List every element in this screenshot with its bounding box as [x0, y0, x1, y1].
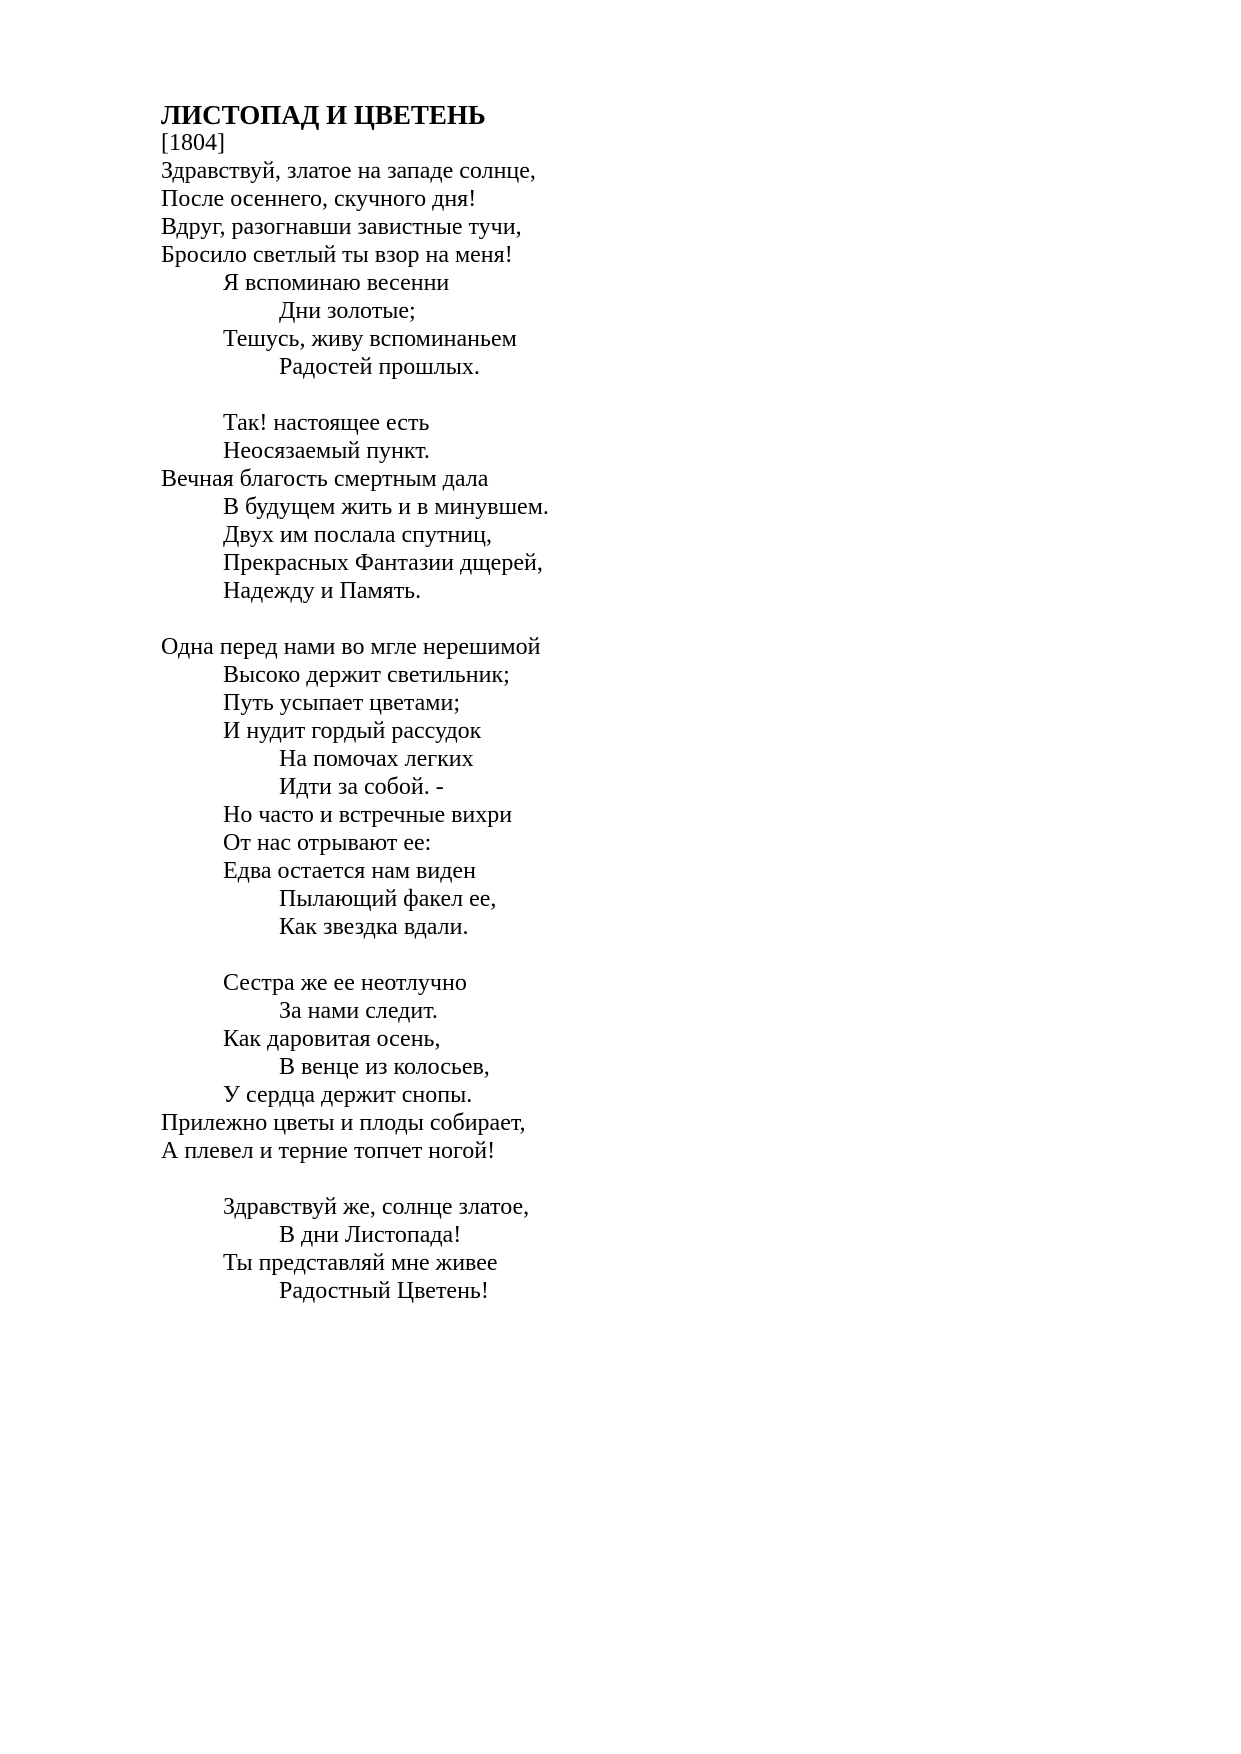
poem-line: Ты представляй мне живее: [223, 1250, 498, 1276]
stanza: [161, 969, 1101, 1165]
poem-line: В венце из колосьев,: [279, 1054, 490, 1080]
stanza: [161, 1193, 1101, 1305]
poem-line: Как даровитая осень,: [223, 1026, 441, 1052]
poem-line: В дни Листопада!: [279, 1222, 462, 1248]
poem-line: Радостный Цветень!: [279, 1278, 489, 1304]
poem-line: Вечная благость смертным дала: [161, 466, 489, 492]
poem-line: Как звездка вдали.: [279, 914, 469, 940]
poem-line: Пылающий факел ее,: [279, 886, 497, 912]
stanza: [161, 157, 1101, 381]
stanza: [161, 633, 1101, 941]
poem-line: Едва остается нам виден: [223, 858, 476, 884]
poem-line: На помочах легких: [279, 746, 474, 772]
poem-line: Вдруг, разогнавши завистные тучи,: [161, 214, 522, 240]
poem-line: Так! настоящее есть: [223, 410, 430, 436]
poem-line: Двух им послала спутниц,: [223, 522, 492, 548]
poem-text-block: [161, 101, 1101, 1305]
poem-body: [161, 157, 1101, 1305]
poem-line: Одна перед нами во мгле нерешимой: [161, 634, 541, 660]
poem-line: Бросило светлый ты взор на меня!: [161, 242, 513, 268]
poem-line: Высоко держит светильник;: [223, 662, 510, 688]
poem-line: После осеннего, скучного дня!: [161, 186, 477, 212]
poem-line: Надежду и Память.: [223, 578, 422, 604]
poem-line: От нас отрывают ее:: [223, 830, 432, 856]
poem-line: Я вспоминаю весенни: [223, 270, 450, 296]
poem-line: Неосязаемый пункт.: [223, 438, 430, 464]
poem-line: Радостей прошлых.: [279, 354, 480, 380]
poem-line: Прилежно цветы и плоды собирает,: [161, 1110, 526, 1136]
poem-line: Но часто и встречные вихри: [223, 802, 513, 828]
poem-line: Здравствуй же, солнце златое,: [223, 1194, 530, 1220]
stanza: [161, 409, 1101, 605]
poem-line: Идти за собой. -: [279, 774, 444, 800]
poem-line: А плевел и терние топчет ногой!: [161, 1138, 496, 1164]
poem-line: За нами следит.: [279, 998, 438, 1024]
poem-line: Тешусь, живу вспоминаньем: [223, 326, 517, 352]
poem-line: Дни золотые;: [279, 298, 416, 324]
poem-line: Сестра же ее неотлучно: [223, 970, 467, 996]
poem-line: И нудит гордый рассудок: [223, 718, 482, 744]
poem-line: Здравствуй, златое на западе солнце,: [161, 158, 536, 184]
poem-line: У сердца держит снопы.: [223, 1082, 473, 1108]
poem-line: Путь усыпает цветами;: [223, 690, 460, 716]
poem-date: [1804]: [161, 130, 225, 156]
poem-line: Прекрасных Фантазии дщерей,: [223, 550, 543, 576]
poem-title: ЛИСТОПАД И ЦВЕТЕНЬ: [161, 100, 486, 130]
poem-line: В будущем жить и в минувшем.: [223, 494, 549, 520]
